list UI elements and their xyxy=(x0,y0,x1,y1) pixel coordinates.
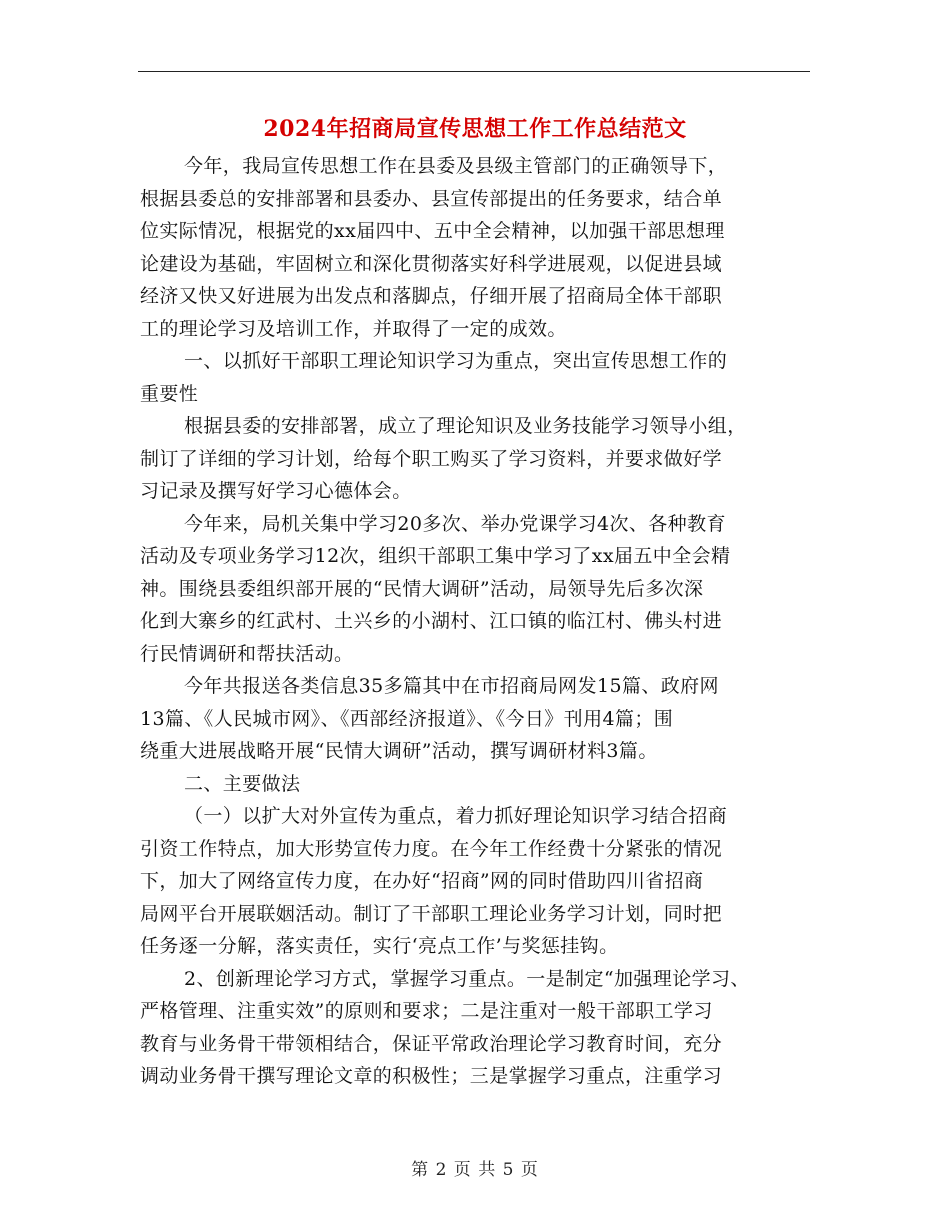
paragraph-line: 教育与业务骨干带领相结合，保证平常政治理论学习教育时间，充分 xyxy=(140,1032,723,1055)
paragraph-line: 神。围绕县委组织部开展的“民情大调研”活动，局领导先后多次深 xyxy=(140,577,704,600)
paragraph-line: 任务逐一分解，落实责任，实行‘亮点工作’与奖惩挂钩。 xyxy=(140,935,619,957)
paragraph-line: 制订了详细的学习计划，给每个职工购买了学习资料，并要求做好学 xyxy=(140,447,723,470)
paragraph-line: 今年共报送各类信息35多篇其中在市招商局网发15篇、政府网 xyxy=(184,675,719,697)
document-body xyxy=(140,150,840,1093)
paragraph-line: 调动业务骨干撰写理论文章的积极性；三是掌握学习重点，注重学习 xyxy=(140,1065,723,1087)
paragraph-line: 引资工作特点，加大形势宣传力度。在今年工作经费十分紧张的情况 xyxy=(140,837,723,860)
paragraph-line: 13篇、《人民城市网》、《西部经济报道》、《今日》刊用4篇；围 xyxy=(140,707,674,730)
paragraph-line: （一）以扩大对外宣传为重点，着力抓好理论知识学习结合招商 xyxy=(184,805,728,827)
section-heading-line: 一、以抓好干部职工理论知识学习为重点，突出宣传思想工作的 xyxy=(184,350,728,372)
paragraph-line: 今年来，局机关集中学习20多次、举办党课学习4次、各种教育 xyxy=(184,512,726,535)
paragraph-line: 局网平台开展联姻活动。制订了干部职工理论业务学习计划，同时把 xyxy=(140,902,723,925)
page-number: 第 2 页 共 5 页 xyxy=(411,1160,539,1180)
paragraph-line: 论建设为基础，牢固树立和深化贯彻落实好科学进展观，以促进县域 xyxy=(140,252,723,275)
section-heading-line: 二、主要做法 xyxy=(184,772,301,795)
paragraph-line: 行民情调研和帮扶活动。 xyxy=(140,642,354,665)
paragraph-line: 工的理论学习及培训工作，并取得了一定的成效。 xyxy=(140,317,567,340)
paragraph-line: 下，加大了网络宣传力度，在办好“招商”网的同时借助四川省招商 xyxy=(140,870,704,892)
paragraph-line: 绕重大进展战略开展“民情大调研”活动，撰写调研材料3篇。 xyxy=(140,740,658,762)
paragraph-line: 位实际情况，根据党的xx届四中、五中全会精神，以加强干部思想理 xyxy=(140,220,725,242)
paragraph-line: 严格管理、注重实效”的原则和要求；二是注重对一般干部职工学习 xyxy=(140,1000,713,1022)
header-rule xyxy=(138,71,810,72)
section-heading-line: 重要性 xyxy=(140,382,199,405)
paragraph-line: 习记录及撰写好学习心德体会。 xyxy=(140,480,412,502)
paragraph-line: 活动及专项业务学习12次，组织干部职工集中学习了xx届五中全会精 xyxy=(140,545,731,567)
paragraph-line: 2、创新理论学习方式，掌握学习重点。一是制定“加强理论学习、 xyxy=(184,967,750,990)
document-title: 2024年招商局宣传思想工作工作总结范文 xyxy=(263,116,687,142)
paragraph-line: 化到大寨乡的红武村、土兴乡的小湖村、江口镇的临江村、佛头村进 xyxy=(140,610,723,632)
paragraph-line: 根据县委总的安排部署和县委办、县宣传部提出的任务要求，结合单 xyxy=(140,187,723,210)
paragraph-line: 今年，我局宣传思想工作在县委及县级主管部门的正确领导下， xyxy=(184,155,728,177)
paragraph-line: 根据县委的安排部署，成立了理论知识及业务技能学习领导小组， xyxy=(184,415,747,437)
paragraph-line: 经济又快又好进展为出发点和落脚点，仔细开展了招商局全体干部职 xyxy=(140,285,723,307)
